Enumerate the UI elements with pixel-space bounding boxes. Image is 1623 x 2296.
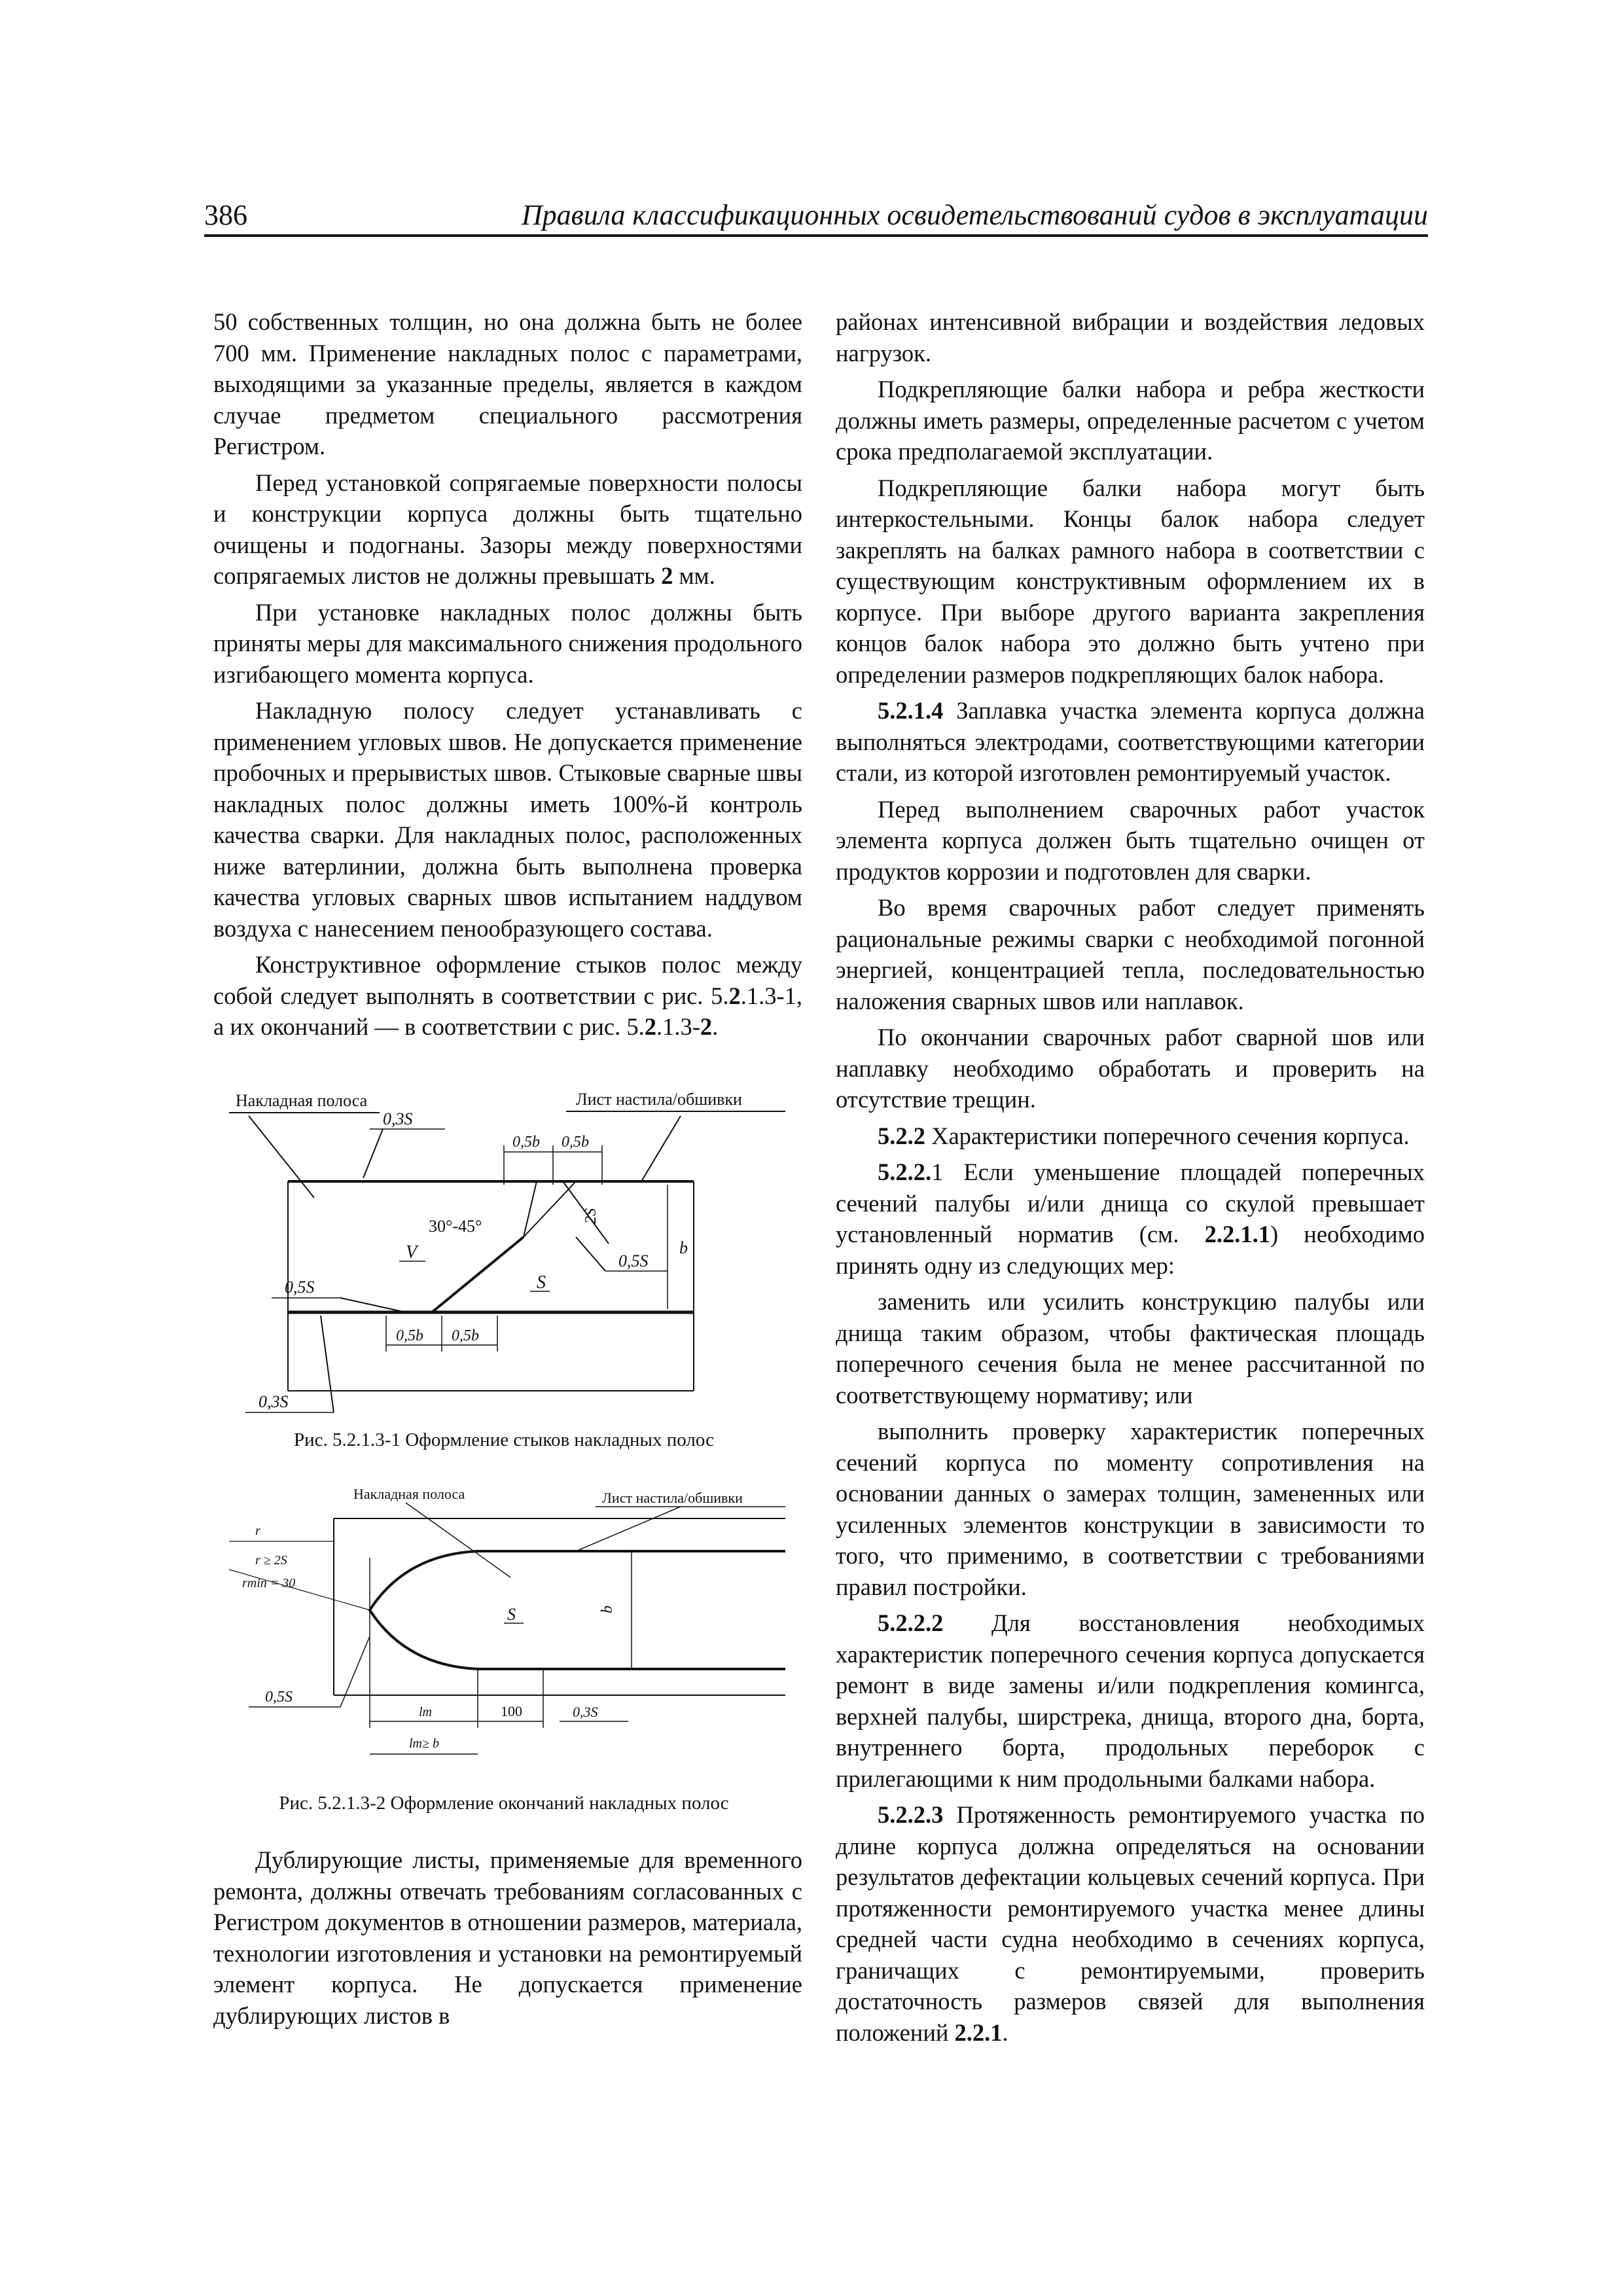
paragraph: При установке накладных полос должны быть приняты меры для максимального снижения продольного изгибающего момента корпуса. bbox=[213, 598, 802, 688]
paragraph: Подкрепляющие балки набора и ребра жесткости должны иметь размеры, определенные расчетом с учетом срока предполагаемой эксплуатации. bbox=[836, 376, 1425, 465]
running-header bbox=[204, 196, 1428, 237]
dim-label: lm≥ b bbox=[409, 1736, 439, 1751]
figure-butt-joint bbox=[209, 1080, 798, 1420]
paragraph: выполнить проверку характеристик поперечных сечений корпуса по моменту сопротивления на основании данных о замерах толщин, замененных или усиленных элементов конструкции в зависимости то того, что применимо, в соответствии с требованиями правил постройки. bbox=[836, 1418, 1425, 1600]
label-overlay-strip: Накладная полоса bbox=[236, 1091, 368, 1110]
radius-label: rmin = 30 bbox=[242, 1576, 296, 1590]
groove-label: V bbox=[406, 1242, 418, 1263]
thickness-label: S bbox=[537, 1272, 546, 1293]
paragraph: Перед выполнением сварочных работ участок элемента корпуса должен быть тщательно очищен от продуктов коррозии и подготовлен для сварки. bbox=[836, 795, 1425, 885]
paragraph: По окончании сварочных работ сварной шов или наплавку необходимо обработать и проверить на отсутствие трещин. bbox=[836, 1024, 1425, 1113]
weld-symbol: 0,3S bbox=[573, 1704, 598, 1720]
weld-symbol: 0,5S bbox=[618, 1251, 649, 1270]
paragraph: 5.2.2.3 Протяженность ремонтируемого участка по длине корпуса должна определяться на основании результатов дефектации кольцевых сечений корпуса. При протяженности ремонтируемого участка менее длины средней части судна необходимо в сечениях корпуса, граничащих с ремонтируемыми, проверить достаточность размеров связей для выполнения положений 2.2.1. bbox=[836, 1801, 1425, 2046]
dim-label: 0,5b bbox=[396, 1327, 423, 1344]
right-column bbox=[836, 306, 1425, 2048]
weld-symbol: 0,5S bbox=[265, 1689, 293, 1706]
radius-label: r ≥ 2S bbox=[255, 1553, 287, 1568]
left-column bbox=[213, 306, 802, 1043]
paragraph: Подкрепляющие балки набора могут быть интеркостельными. Концы балок набора следует закреплять на балках рамного набора в соответствии с существующим конструктивным оформлением их в корпусе. При выборе другого варианта закрепления концов балок набора это должно быть учтено при определении размеров подкрепляющих балок набора. bbox=[836, 474, 1425, 688]
weld-symbol: 0,3S bbox=[383, 1109, 413, 1128]
weld-symbol: 0,5S bbox=[285, 1278, 315, 1297]
label-overlay-strip: Накладная полоса bbox=[353, 1486, 465, 1502]
dim-label: lm bbox=[419, 1705, 432, 1719]
weld-symbol: 0,3S bbox=[259, 1392, 289, 1411]
paragraph: Во время сварочных работ следует применять рациональные режимы сварки с необходимой погонной энергией, концентрацией тепла, последовательностью наложения сварных швов или наплавок. bbox=[836, 894, 1425, 1014]
running-title: Правила классификационных освидетельствований судов в эксплуатации bbox=[521, 199, 1428, 231]
paragraph: 5.2.2.2 Для восстановления необходимых характеристик поперечного сечения корпуса допускается ремонт в виде замены и/или подкрепления комингса, верхней палубы, ширстрека, днища, второго дна, борта, внутреннего борта, продольных переборок с прилегающими к ним продольными балками набора. bbox=[836, 1609, 1425, 1792]
page-number: 386 bbox=[204, 199, 247, 231]
paragraph: Конструктивное оформление стыков полос между собой следует выполнять в соответствии с рис. 5.2.1.3-1, а их окончаний — в соответствии с рис. 5.2.1.3-2. bbox=[213, 951, 802, 1040]
radius-label: r bbox=[255, 1524, 260, 1538]
dim-label: 0,5b bbox=[452, 1327, 479, 1344]
dim-label: 2S bbox=[582, 1208, 599, 1224]
paragraph: районах интенсивной вибрации и воздействия ледовых нагрузок. bbox=[836, 308, 1425, 367]
paragraph: Накладную полосу следует устанавливать с применением угловых швов. Не допускается применение пробочных и прерывистых швов. Стыковые сварные швы накладных полос должны иметь 100%-й контроль качества сварки. Для накладных полос, расположенных ниже ватерлинии, должна быть выполнена проверка качества угловых сварных швов испытанием наддувом воздуха с нанесением пенообразующего состава. bbox=[213, 697, 802, 942]
paragraph: Перед установкой сопрягаемые поверхности полосы и конструкции корпуса должны быть тщательно очищены и подогнаны. Зазоры между поверхностями сопрягаемых листов не должны превышать 2 мм. bbox=[213, 469, 802, 589]
paragraph: 50 собственных толщин, но она должна быть не более 700 мм. Применение накладных полос с параметрами, выходящими за указанные пределы, является в каждом случае предметом специального рассмотрения Регистром. bbox=[213, 308, 802, 459]
paragraph: Дублирующие листы, применяемые для временного ремонта, должны отвечать требованиям согласованных с Регистром документов в отношении размеров, материала, технологии изготовления и установки на ремонтируемый элемент корпуса. Не допускается применение дублирующих листов в bbox=[213, 1846, 802, 2029]
dim-label: 100 bbox=[501, 1703, 522, 1719]
angle-label: 30°-45° bbox=[429, 1217, 482, 1236]
figure-strip-ending bbox=[209, 1479, 798, 1767]
figure-caption: Рис. 5.2.1.3-2 Оформление окончаний накладных полос bbox=[279, 1793, 729, 1814]
label-plate: Лист настила/обшивки bbox=[602, 1490, 743, 1506]
paragraph: 5.2.1.4 Заплавка участка элемента корпуса должна выполняться электродами, соответствующими категории стали, из которой изготовлен ремонтируемый участок. bbox=[836, 697, 1425, 786]
thickness-label: S bbox=[507, 1605, 516, 1624]
label-plate: Лист настила/обшивки bbox=[576, 1090, 742, 1109]
dim-label: 0,5b bbox=[562, 1134, 589, 1151]
left-column-bottom bbox=[213, 1844, 802, 2031]
paragraph: 5.2.2.1 Если уменьшение площадей поперечных сечений палубы и/или днища со скулой превышает установленный норматив (см. 2.2.1.1) необходимо принять одну из следующих мер: bbox=[836, 1158, 1425, 1279]
paragraph: заменить или усилить конструкцию палубы или днища таким образом, чтобы фактическая площадь поперечного сечения была не менее рассчитанной по соответствующему нормативу; или bbox=[836, 1288, 1425, 1408]
dim-label: b bbox=[679, 1238, 688, 1257]
dim-label: b bbox=[599, 1605, 616, 1613]
figure-caption: Рис. 5.2.1.3-1 Оформление стыков накладных полос bbox=[294, 1429, 714, 1450]
dim-label: 0,5b bbox=[512, 1134, 540, 1151]
section-heading: 5.2.2 Характеристики поперечного сечения корпуса. bbox=[878, 1122, 1410, 1149]
